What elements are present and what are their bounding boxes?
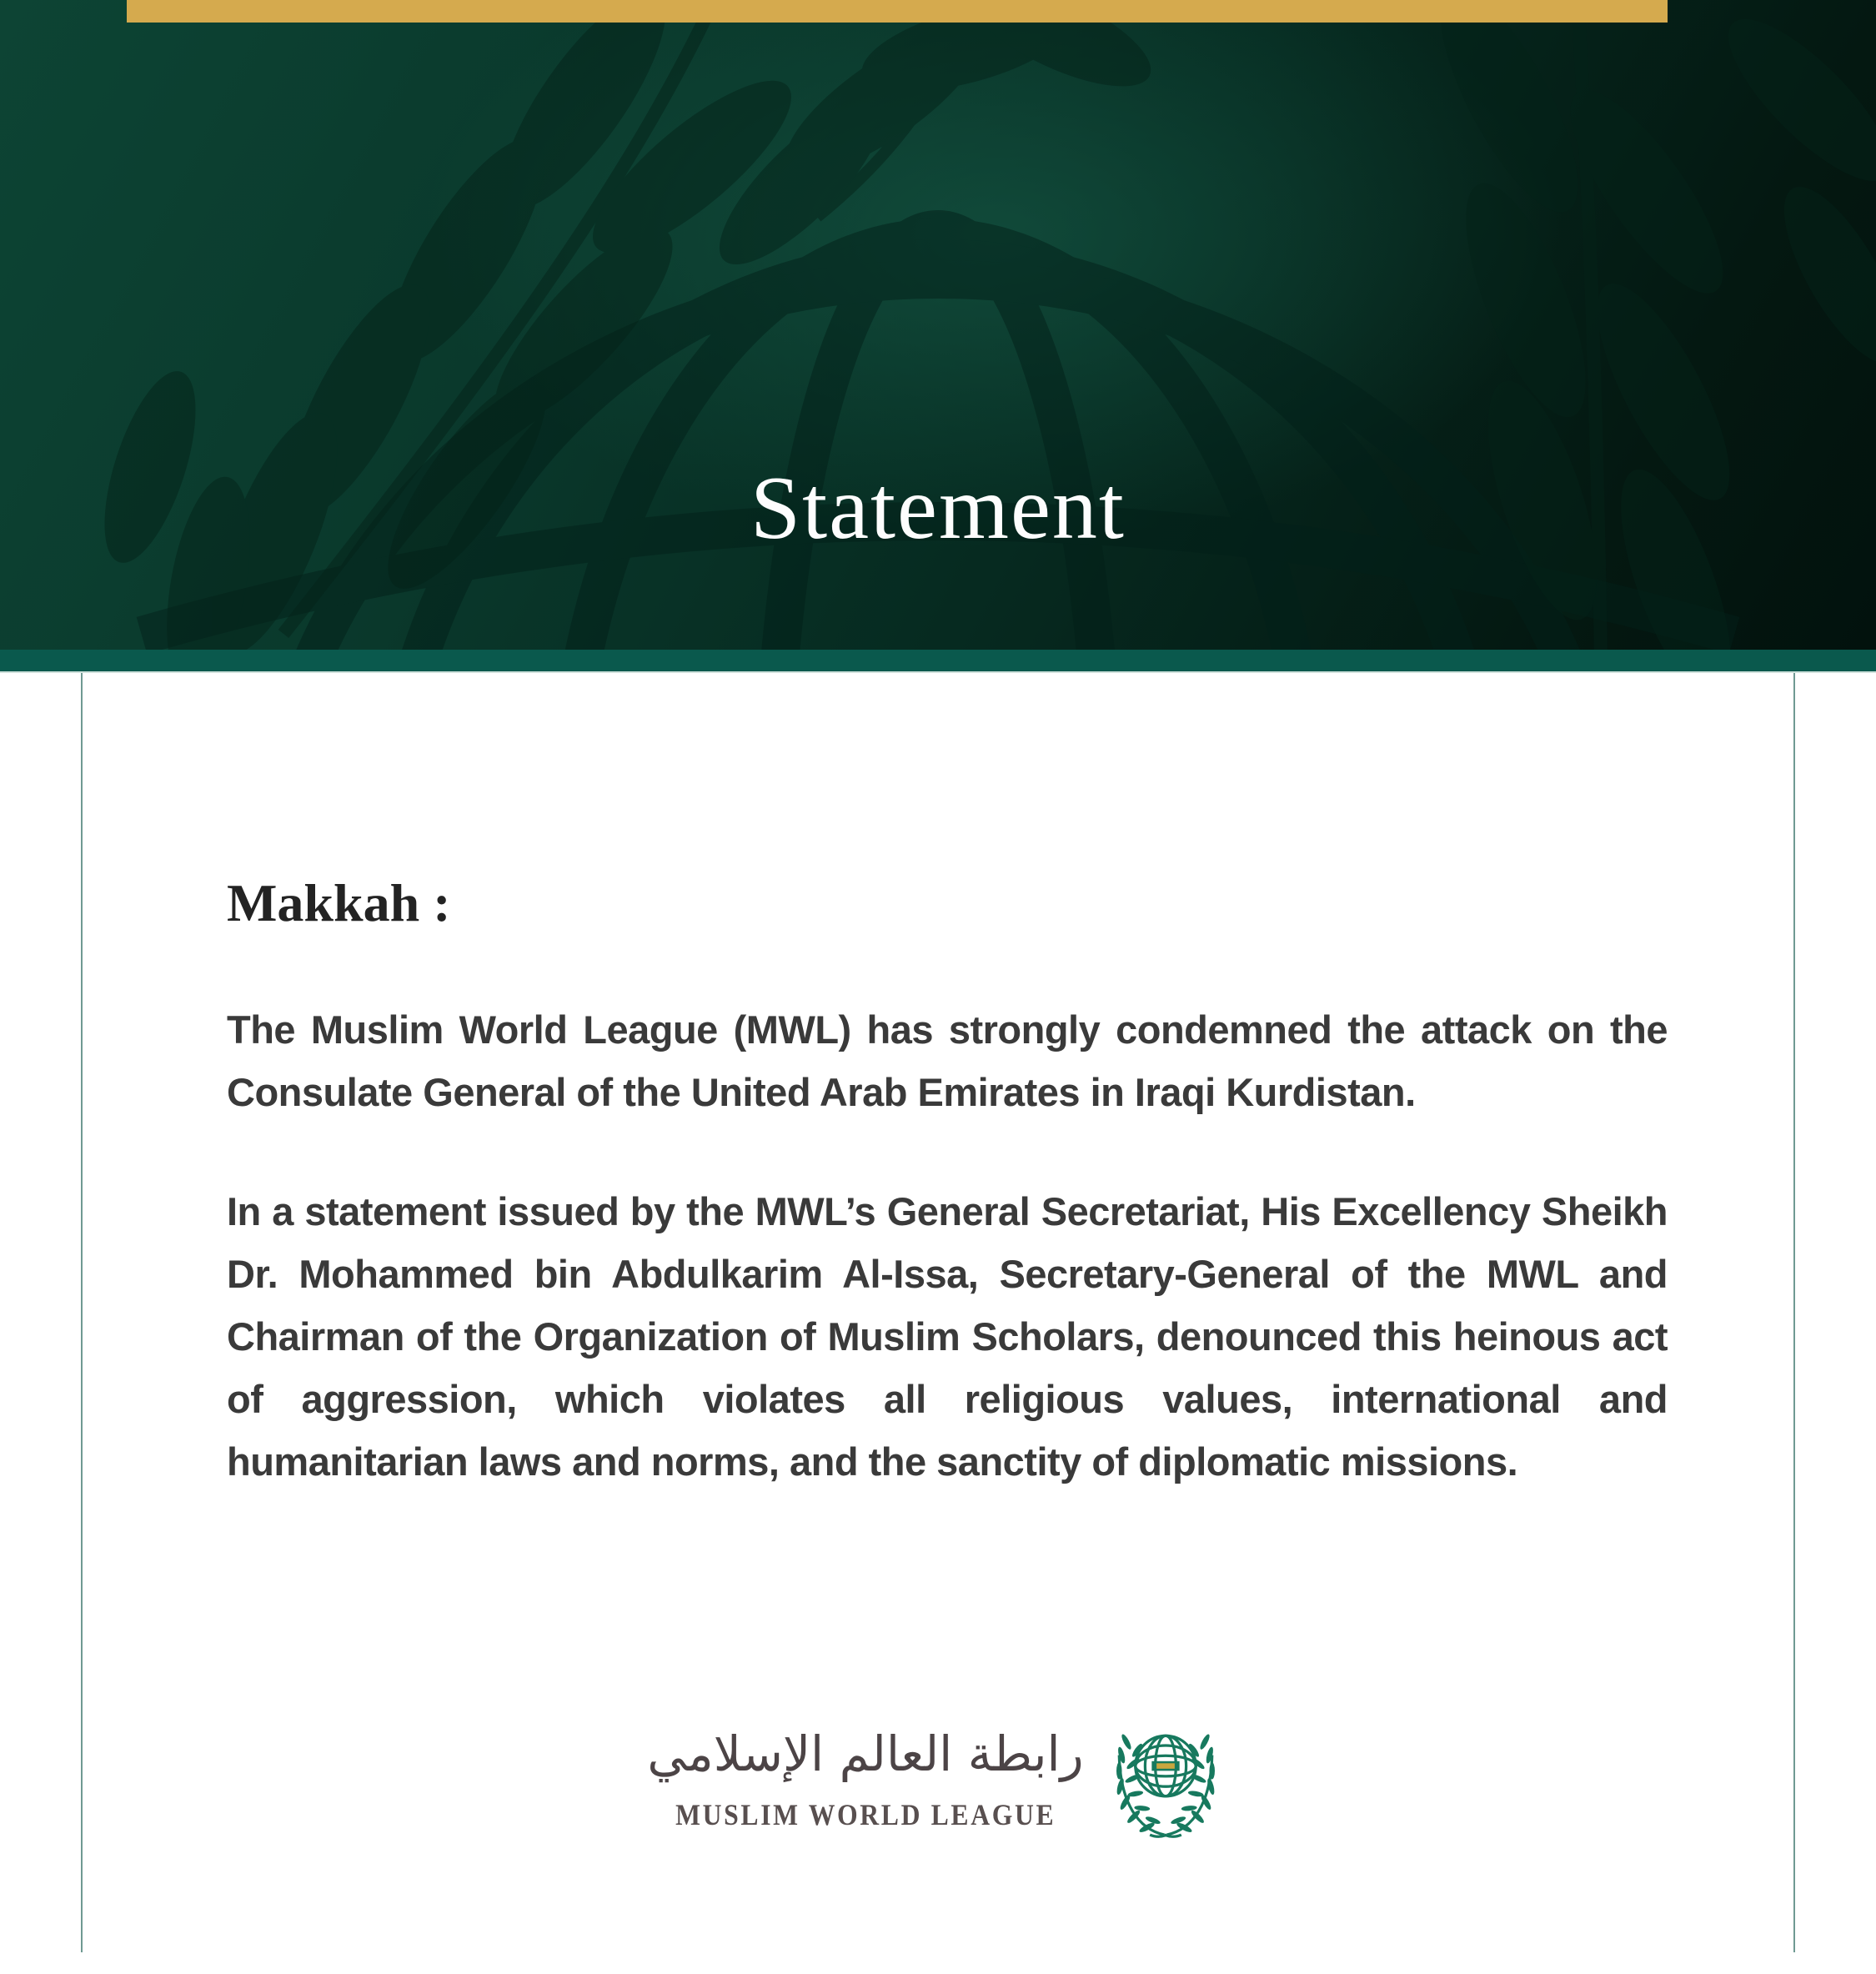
mwl-wreath-globe-icon (1102, 1719, 1229, 1840)
page-title: Statement (750, 459, 1126, 558)
header-divider-band (0, 650, 1876, 673)
mwl-arabic-name: رابطة العالم الإسلامي (647, 1725, 1084, 1782)
globe-gold-mark (1156, 1763, 1175, 1769)
mwl-logo-text (647, 1717, 1083, 1832)
statement-paragraph: In a statement issued by the MWL’s General Secretariat, His Excellency Sheikh Dr. Mohammed bin Abdulkarim Al-Issa, Secretary-General of the MWL and Chairman of the Organization of Muslim Scholars, denounced this heinous act of aggression, which violates all religious values, international and humanitarian laws and norms, and the sanctity of diplomatic missions. (227, 1188, 1668, 1484)
mwl-latin-name: MUSLIM WORLD LEAGUE (675, 1797, 1056, 1831)
gold-accent-bar (127, 0, 1668, 23)
location-heading: Makkah : (227, 873, 451, 932)
header-banner (0, 0, 1876, 650)
statement-content (227, 673, 1668, 1493)
document-body (0, 673, 1876, 1952)
mwl-logo (0, 1717, 1876, 1840)
statement-paragraph: The Muslim World League (MWL) has strongly condemned the attack on the Consulate General of the United Arab Emirates in Iraqi Kurdistan. (227, 1007, 1668, 1114)
